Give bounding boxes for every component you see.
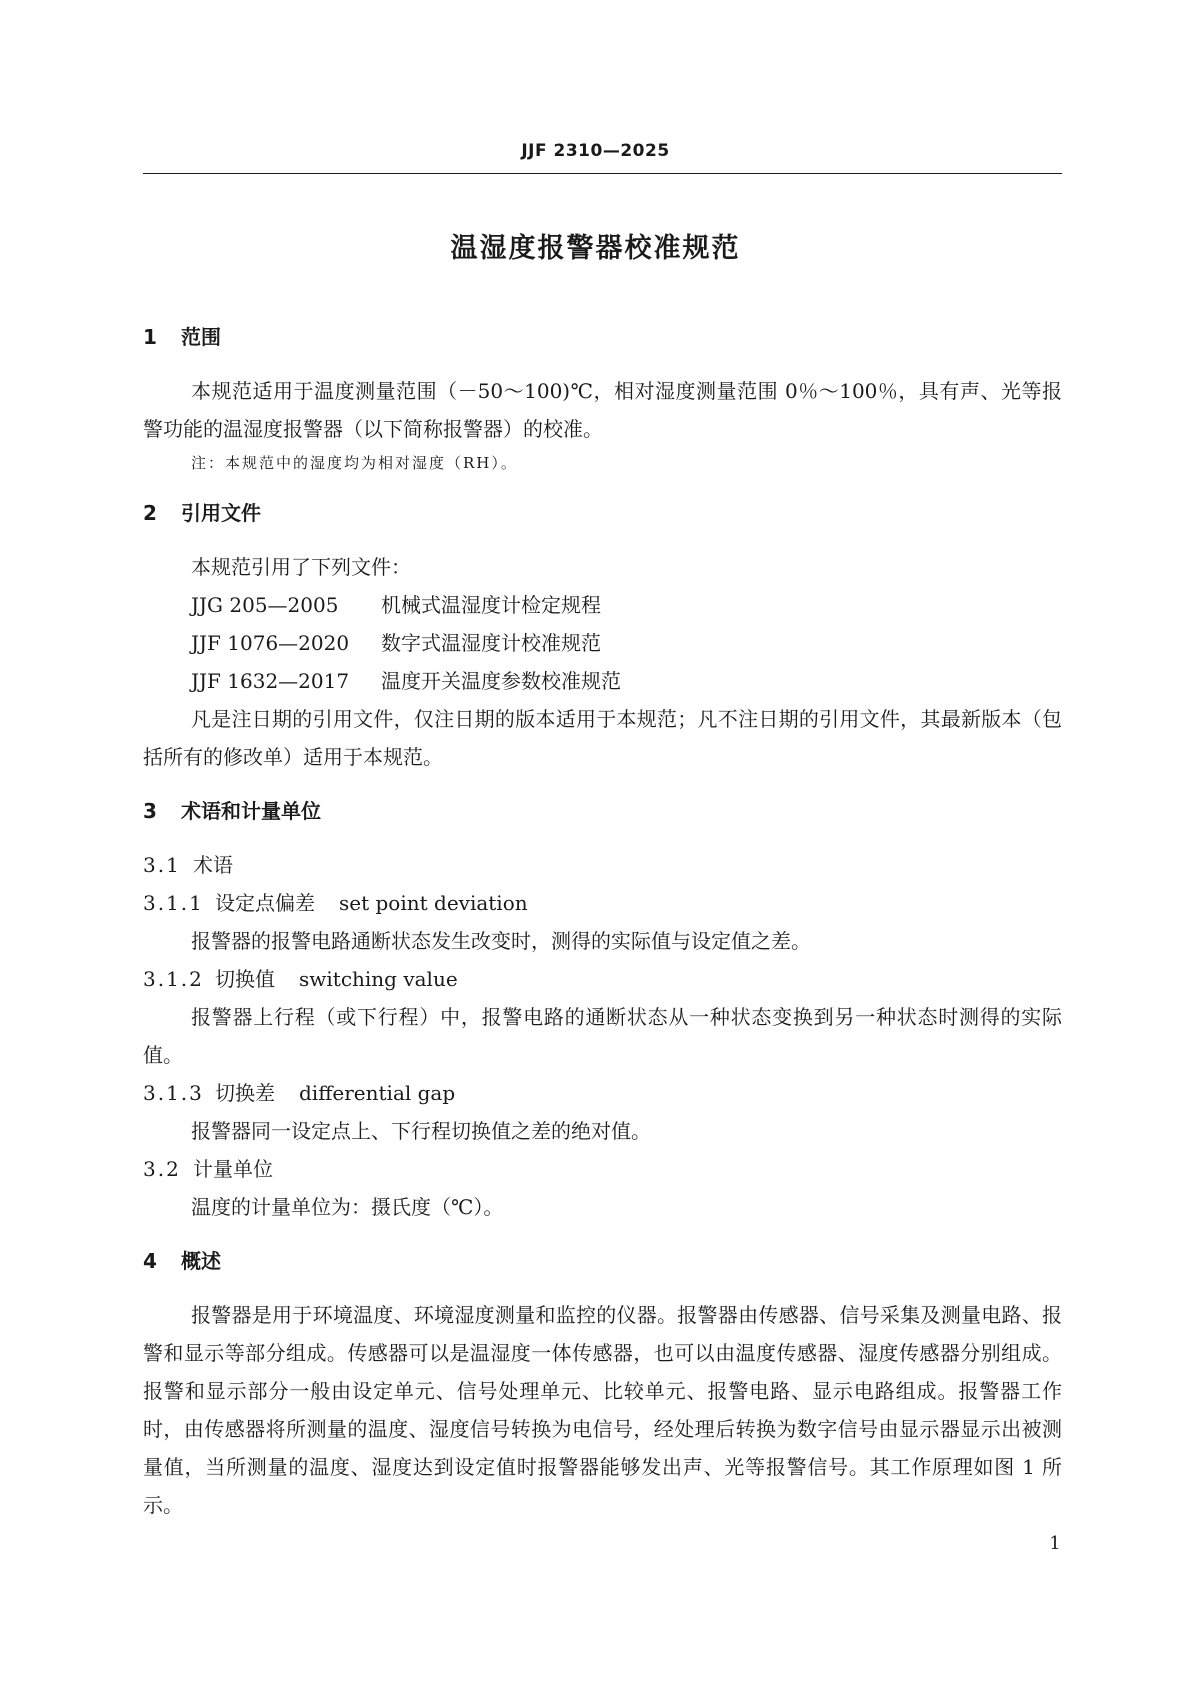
subsection-number: 3.1 xyxy=(143,853,181,877)
section-number: 4 xyxy=(143,1249,157,1273)
section-heading-terms xyxy=(143,792,1062,830)
section-title: 引用文件 xyxy=(181,501,261,525)
term-number: 3.1.1 xyxy=(143,891,204,915)
term-cn: 切换值 xyxy=(215,967,275,991)
term-definition: 报警器的报警电路通断状态发生改变时，测得的实际值与设定值之差。 xyxy=(191,929,811,953)
reference-code: JJF 1076—2020 xyxy=(191,631,350,655)
reference-item xyxy=(143,662,1062,700)
subsection-number: 3.2 xyxy=(143,1157,181,1181)
reference-name: 数字式温湿度计校准规范 xyxy=(381,631,601,655)
term-number: 3.1.2 xyxy=(143,967,204,991)
subsection-heading-units xyxy=(143,1150,1062,1188)
term-heading xyxy=(143,884,1062,922)
document-body xyxy=(143,318,1062,1524)
term-en: set point deviation xyxy=(339,891,528,915)
reference-code: JJG 205—2005 xyxy=(191,593,339,617)
term-cn: 切换差 xyxy=(215,1081,275,1105)
subsection-label: 术语 xyxy=(193,853,233,877)
reference-item xyxy=(143,586,1062,624)
scope-paragraph: 本规范适用于温度测量范围（－50～100)℃，相对湿度测量范围 0％～100％，具有声、光等报警功能的温湿度报警器（以下简称报警器）的校准。 xyxy=(143,379,1062,441)
section-number: 3 xyxy=(143,799,157,823)
term-heading xyxy=(143,960,1062,998)
standard-code: JJF 2310—2025 xyxy=(521,141,670,161)
subsection-label: 计量单位 xyxy=(193,1157,273,1181)
term-en: switching value xyxy=(299,967,458,991)
section-heading-references xyxy=(143,494,1062,532)
scope-note: 注：本规范中的湿度均为相对湿度（RH）。 xyxy=(191,454,518,472)
section-title: 范围 xyxy=(181,325,221,349)
section-title: 术语和计量单位 xyxy=(181,799,321,823)
section-number: 1 xyxy=(143,325,157,349)
term-definition: 报警器同一设定点上、下行程切换值之差的绝对值。 xyxy=(191,1119,651,1143)
reference-item xyxy=(143,624,1062,662)
references-intro: 本规范引用了下列文件： xyxy=(191,555,411,579)
term-definition: 报警器上行程（或下行程）中，报警电路的通断状态从一种状态变换到另一种状态时测得的实际值。 xyxy=(143,1005,1062,1067)
reference-name: 机械式温湿度计检定规程 xyxy=(381,593,601,617)
term-cn: 设定点偏差 xyxy=(215,891,315,915)
units-text: 温度的计量单位为：摄氏度（℃）。 xyxy=(191,1195,504,1219)
section-number: 2 xyxy=(143,501,157,525)
header-divider xyxy=(143,173,1062,174)
term-en: differential gap xyxy=(299,1081,456,1105)
section-title: 概述 xyxy=(181,1249,221,1273)
section-heading-overview xyxy=(143,1242,1062,1280)
reference-name: 温度开关温度参数校准规范 xyxy=(381,669,621,693)
page-number: 1 xyxy=(1049,1533,1061,1554)
subsection-heading-terms xyxy=(143,846,1062,884)
section-heading-scope xyxy=(143,318,1062,356)
reference-code: JJF 1632—2017 xyxy=(191,669,350,693)
overview-paragraph: 报警器是用于环境温度、环境湿度测量和监控的仪器。报警器由传感器、信号采集及测量电路、报警和显示等部分组成。传感器可以是温湿度一体传感器，也可以由温度传感器、湿度传感器分别组成。报警和显示部分一般由设定单元、信号处理单元、比较单元、报警电路、显示电路组成。报警器工作时，由传感器将所测量的温度、湿度信号转换为电信号，经处理后转换为数字信号由显示器显示出被测量值，当所测量的温度、湿度达到设定值时报警器能够发出声、光等报警信号。其工作原理如图 1 所示。 xyxy=(143,1303,1062,1517)
term-number: 3.1.3 xyxy=(143,1081,204,1105)
document-title: 温湿度报警器校准规范 xyxy=(450,233,741,264)
term-heading xyxy=(143,1074,1062,1112)
references-paragraph: 凡是注日期的引用文件，仅注日期的版本适用于本规范；凡不注日期的引用文件，其最新版本（包括所有的修改单）适用于本规范。 xyxy=(143,707,1062,769)
